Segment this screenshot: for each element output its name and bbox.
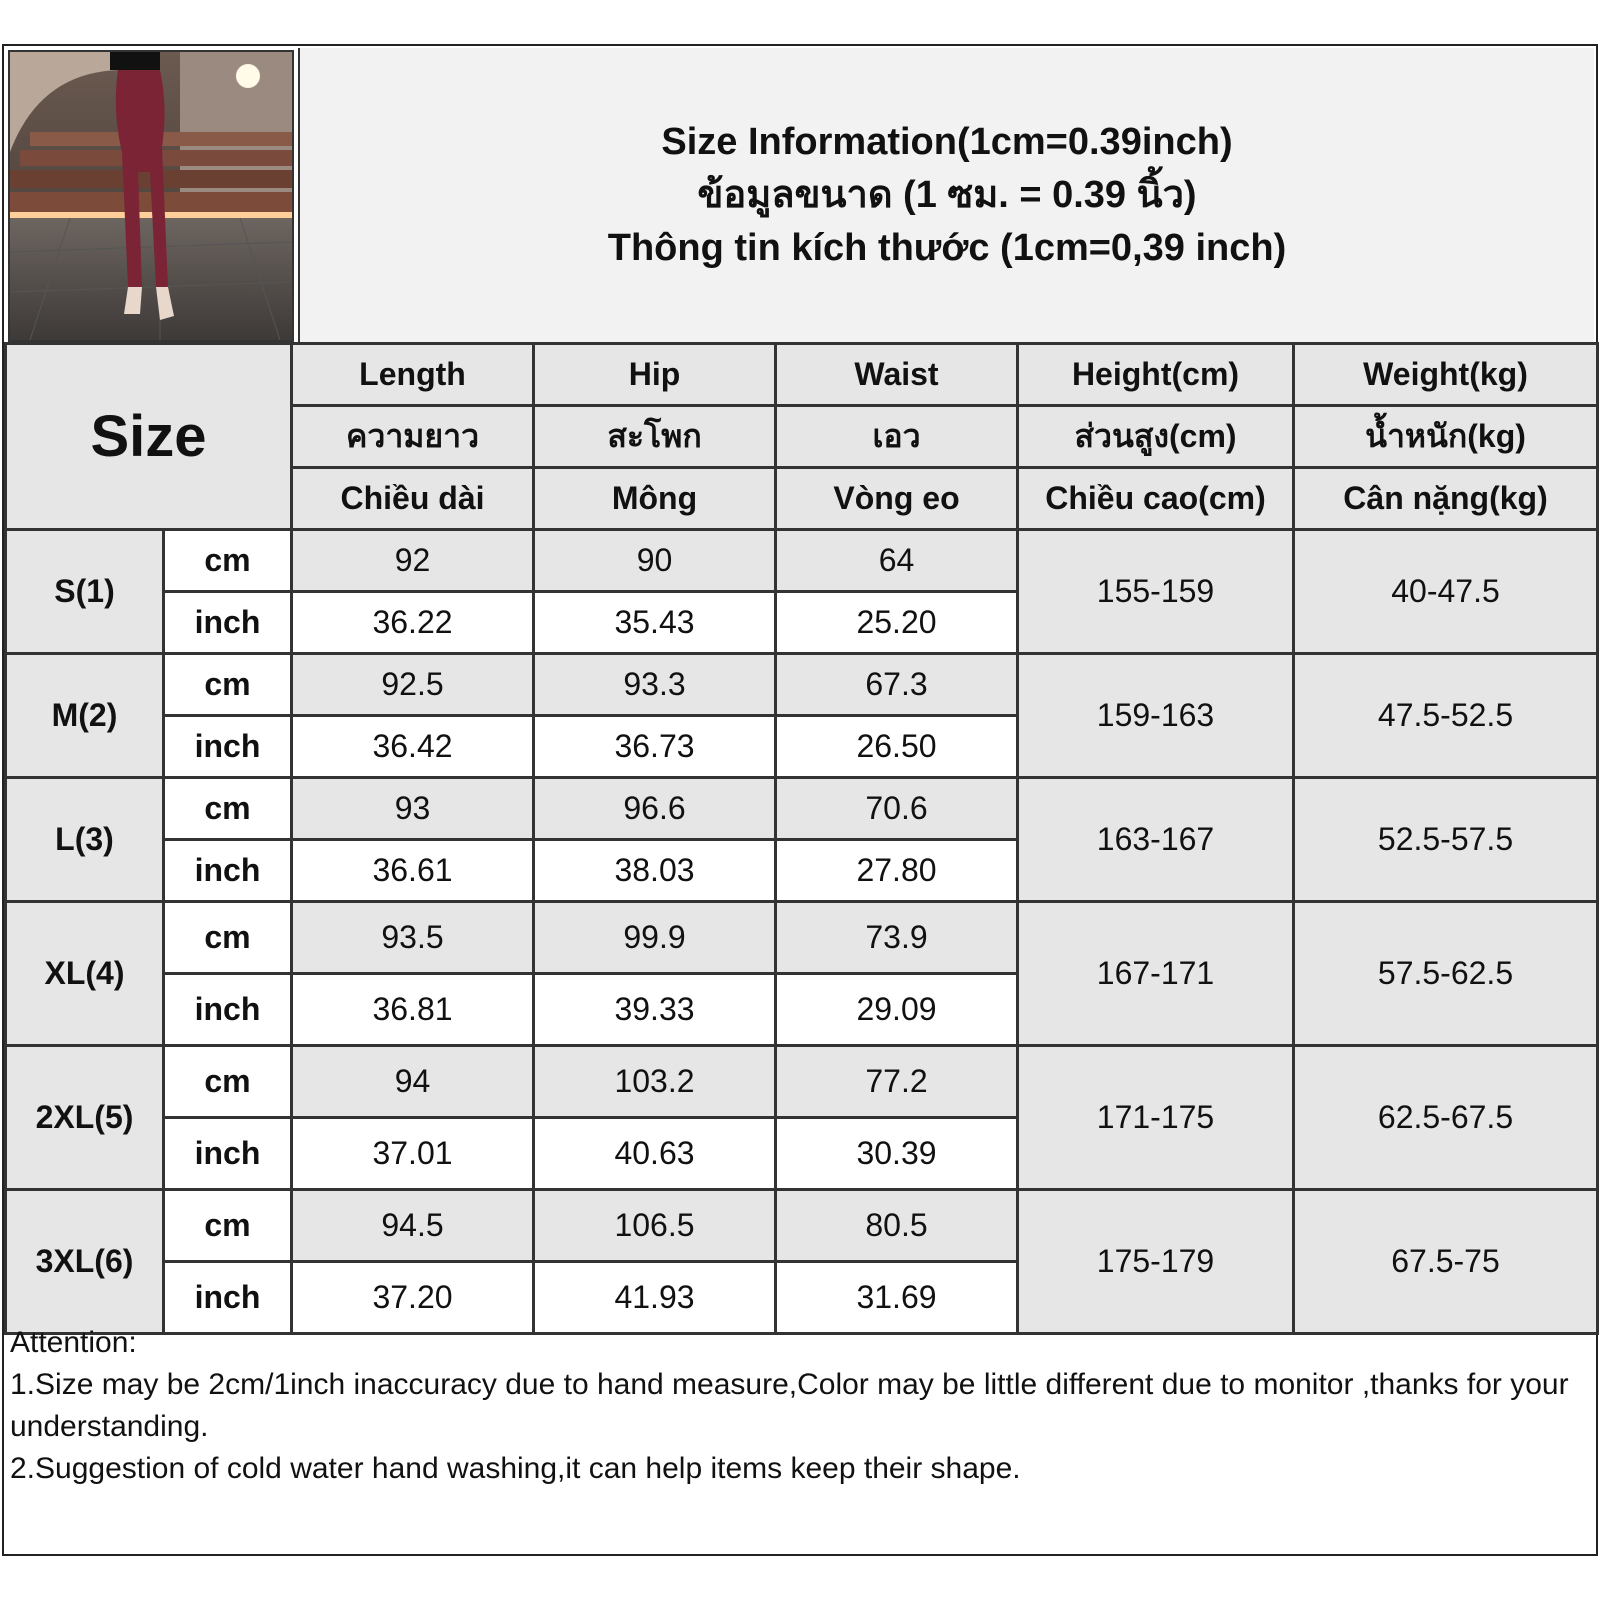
col-header-th: เอว [776, 406, 1018, 468]
cell-waist-cm: 64 [776, 530, 1018, 592]
attention-note-2: 2.Suggestion of cold water hand washing,it can help items keep their shape. [10, 1452, 1021, 1485]
size-label: S(1) [6, 530, 164, 654]
col-header-th: ส่วนสูง(cm) [1018, 406, 1294, 468]
title-box [298, 48, 1594, 344]
cell-weight: 40-47.5 [1294, 530, 1598, 654]
cell-hip-inch: 39.33 [534, 974, 776, 1046]
size-label: 2XL(5) [6, 1046, 164, 1190]
cell-height: 171-175 [1018, 1046, 1294, 1190]
unit-inch: inch [164, 974, 292, 1046]
cell-waist-cm: 67.3 [776, 654, 1018, 716]
title-vietnamese: Thông tin kích thước (1cm=0,39 inch) [607, 226, 1287, 269]
cell-weight: 62.5-67.5 [1294, 1046, 1598, 1190]
cell-waist-cm: 73.9 [776, 902, 1018, 974]
col-header-vi: Mông [534, 468, 776, 530]
cell-length-cm: 94 [292, 1046, 534, 1118]
cell-waist-inch: 26.50 [776, 716, 1018, 778]
title-thai: ข้อมูลขนาด (1 ซม. = 0.39 นิ้ว) [697, 173, 1197, 216]
cell-hip-inch: 40.63 [534, 1118, 776, 1190]
cell-height: 159-163 [1018, 654, 1294, 778]
unit-cm: cm [164, 778, 292, 840]
cell-hip-inch: 36.73 [534, 716, 776, 778]
col-header-vi: Cân nặng(kg) [1294, 468, 1598, 530]
product-photo [8, 50, 294, 342]
cell-weight: 52.5-57.5 [1294, 778, 1598, 902]
unit-inch: inch [164, 840, 292, 902]
cell-waist-cm: 80.5 [776, 1190, 1018, 1262]
cell-length-inch: 37.20 [292, 1262, 534, 1334]
size-label: XL(4) [6, 902, 164, 1046]
cell-length-cm: 92 [292, 530, 534, 592]
col-header-th: ความยาว [292, 406, 534, 468]
attention-notes [10, 1322, 1596, 1490]
unit-cm: cm [164, 1190, 292, 1262]
col-header-en: Hip [534, 344, 776, 406]
cell-length-inch: 36.22 [292, 592, 534, 654]
cell-hip-cm: 96.6 [534, 778, 776, 840]
cell-height: 155-159 [1018, 530, 1294, 654]
cell-hip-cm: 90 [534, 530, 776, 592]
col-header-en: Length [292, 344, 534, 406]
cell-height: 175-179 [1018, 1190, 1294, 1334]
cell-waist-inch: 27.80 [776, 840, 1018, 902]
col-header-en: Waist [776, 344, 1018, 406]
attention-heading: Attention: [10, 1326, 137, 1359]
cell-waist-inch: 25.20 [776, 592, 1018, 654]
unit-inch: inch [164, 716, 292, 778]
cell-waist-inch: 29.09 [776, 974, 1018, 1046]
cell-length-cm: 93 [292, 778, 534, 840]
cell-hip-cm: 106.5 [534, 1190, 776, 1262]
cell-length-inch: 36.61 [292, 840, 534, 902]
col-header-vi: Chiều cao(cm) [1018, 468, 1294, 530]
col-header-th: น้ำหนัก(kg) [1294, 406, 1598, 468]
col-header-th: สะโพก [534, 406, 776, 468]
col-header-vi: Chiều dài [292, 468, 534, 530]
unit-inch: inch [164, 1262, 292, 1334]
unit-cm: cm [164, 654, 292, 716]
cell-weight: 57.5-62.5 [1294, 902, 1598, 1046]
col-header-vi: Vòng eo [776, 468, 1018, 530]
cell-hip-cm: 93.3 [534, 654, 776, 716]
size-label: 3XL(6) [6, 1190, 164, 1334]
col-header-en: Weight(kg) [1294, 344, 1598, 406]
size-label: M(2) [6, 654, 164, 778]
cell-waist-inch: 30.39 [776, 1118, 1018, 1190]
attention-note-1: 1.Size may be 2cm/1inch inaccuracy due to hand measure,Color may be little different due to monitor ,thanks for your understanding. [10, 1368, 1569, 1443]
cell-waist-cm: 77.2 [776, 1046, 1018, 1118]
cell-hip-inch: 41.93 [534, 1262, 776, 1334]
size-chart [2, 44, 1598, 1556]
unit-inch: inch [164, 1118, 292, 1190]
cell-hip-inch: 35.43 [534, 592, 776, 654]
title-english: Size Information(1cm=0.39inch) [661, 120, 1233, 163]
unit-inch: inch [164, 592, 292, 654]
col-header-en: Height(cm) [1018, 344, 1294, 406]
unit-cm: cm [164, 902, 292, 974]
cell-hip-inch: 38.03 [534, 840, 776, 902]
cell-length-cm: 93.5 [292, 902, 534, 974]
cell-waist-cm: 70.6 [776, 778, 1018, 840]
size-header: Size [6, 344, 292, 530]
cell-length-inch: 37.01 [292, 1118, 534, 1190]
cell-waist-inch: 31.69 [776, 1262, 1018, 1334]
cell-hip-cm: 103.2 [534, 1046, 776, 1118]
unit-cm: cm [164, 530, 292, 592]
cell-length-inch: 36.81 [292, 974, 534, 1046]
cell-length-cm: 94.5 [292, 1190, 534, 1262]
unit-cm: cm [164, 1046, 292, 1118]
size-table [4, 342, 1596, 1320]
size-label: L(3) [6, 778, 164, 902]
cell-weight: 47.5-52.5 [1294, 654, 1598, 778]
cell-length-inch: 36.42 [292, 716, 534, 778]
cell-weight: 67.5-75 [1294, 1190, 1598, 1334]
cell-height: 167-171 [1018, 902, 1294, 1046]
cell-height: 163-167 [1018, 778, 1294, 902]
cell-length-cm: 92.5 [292, 654, 534, 716]
cell-hip-cm: 99.9 [534, 902, 776, 974]
